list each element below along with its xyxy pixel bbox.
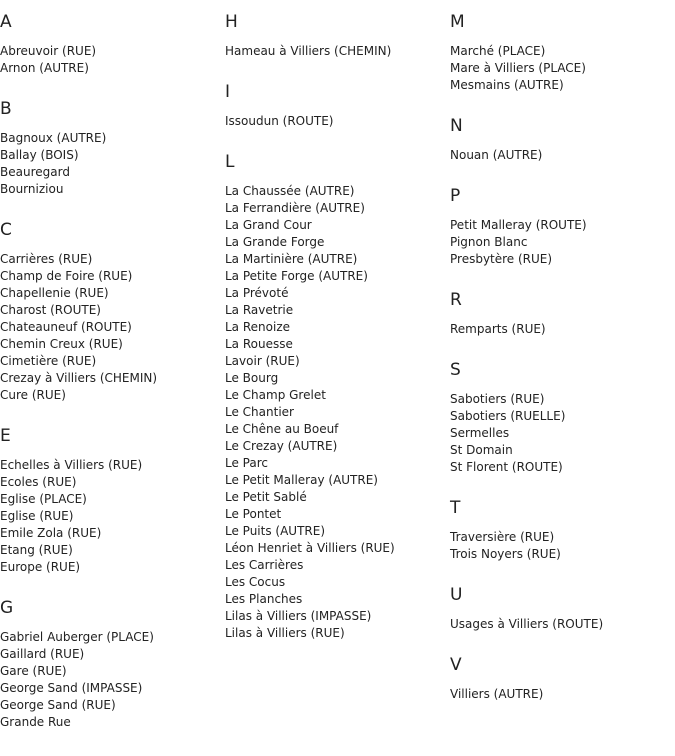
letter-section bbox=[450, 498, 670, 563]
street-entry: La Ferrandière (AUTRE) bbox=[225, 201, 365, 215]
street-entry: Remparts (RUE) bbox=[450, 322, 546, 336]
section-letter-heading: H bbox=[225, 12, 238, 32]
section-letter-heading: G bbox=[0, 598, 14, 618]
street-list bbox=[450, 217, 670, 268]
street-entry: Ecoles (RUE) bbox=[0, 475, 77, 489]
street-entry: Mare à Villiers (PLACE) bbox=[450, 61, 586, 75]
letter-section bbox=[450, 360, 670, 476]
letter-section bbox=[225, 82, 445, 130]
street-entry: Etang (RUE) bbox=[0, 543, 73, 557]
street-list bbox=[225, 43, 445, 60]
street-entry: La Chaussée (AUTRE) bbox=[225, 184, 355, 198]
street-list bbox=[225, 183, 445, 642]
street-entry: Nouan (AUTRE) bbox=[450, 148, 543, 162]
street-entry: Chemin Creux (RUE) bbox=[0, 337, 123, 351]
section-letter-heading: E bbox=[0, 426, 11, 446]
street-entry: La Grande Forge bbox=[225, 235, 325, 249]
street-list bbox=[0, 629, 220, 731]
section-letter-heading: T bbox=[450, 498, 461, 518]
street-entry: Le Champ Grelet bbox=[225, 388, 326, 402]
section-letter-heading: C bbox=[0, 220, 12, 240]
street-list bbox=[0, 130, 220, 198]
street-entry: Crezay à Villiers (CHEMIN) bbox=[0, 371, 158, 385]
street-entry: Champ de Foire (RUE) bbox=[0, 269, 133, 283]
street-entry: Les Planches bbox=[225, 592, 303, 606]
street-entry: Sabotiers (RUE) bbox=[450, 392, 545, 406]
street-entry: Le Chantier bbox=[225, 405, 294, 419]
street-list bbox=[225, 113, 445, 130]
letter-section bbox=[225, 12, 445, 60]
street-entry: La Martinière (AUTRE) bbox=[225, 252, 358, 266]
street-entry: Bagnoux (AUTRE) bbox=[0, 131, 107, 145]
street-list bbox=[450, 321, 670, 338]
street-entry: Issoudun (ROUTE) bbox=[225, 114, 334, 128]
street-entry: Arnon (AUTRE) bbox=[0, 61, 89, 75]
street-entry: Gaillard (RUE) bbox=[0, 647, 85, 661]
street-entry: Traversière (RUE) bbox=[450, 530, 555, 544]
street-entry: Trois Noyers (RUE) bbox=[450, 547, 561, 561]
street-entry: La Prévoté bbox=[225, 286, 289, 300]
street-entry: Ballay (BOIS) bbox=[0, 148, 79, 162]
street-entry: Le Crezay (AUTRE) bbox=[225, 439, 338, 453]
section-letter-heading: V bbox=[450, 655, 462, 675]
street-list bbox=[450, 147, 670, 164]
section-letter-heading: R bbox=[450, 290, 462, 310]
letter-section bbox=[450, 585, 670, 633]
street-entry: Villiers (AUTRE) bbox=[450, 687, 544, 701]
street-entry: Emile Zola (RUE) bbox=[0, 526, 102, 540]
street-entry: Carrières (RUE) bbox=[0, 252, 93, 266]
street-entry: Eglise (RUE) bbox=[0, 509, 74, 523]
street-entry: Sabotiers (RUELLE) bbox=[450, 409, 566, 423]
street-entry: La Ravetrie bbox=[225, 303, 294, 317]
street-entry: Petit Malleray (ROUTE) bbox=[450, 218, 587, 232]
section-letter-heading: S bbox=[450, 360, 461, 380]
letter-section bbox=[0, 12, 220, 77]
street-entry: La Rouesse bbox=[225, 337, 293, 351]
street-entry: George Sand (IMPASSE) bbox=[0, 681, 143, 695]
street-list bbox=[450, 529, 670, 563]
letter-section bbox=[450, 290, 670, 338]
letter-section bbox=[0, 220, 220, 404]
street-list bbox=[450, 616, 670, 633]
section-letter-heading: I bbox=[225, 82, 231, 102]
letter-section bbox=[450, 655, 670, 703]
street-entry: Hameau à Villiers (CHEMIN) bbox=[225, 44, 392, 58]
section-letter-heading: N bbox=[450, 116, 463, 136]
street-entry: La Petite Forge (AUTRE) bbox=[225, 269, 368, 283]
street-entry: Gare (RUE) bbox=[0, 664, 67, 678]
letter-section bbox=[0, 426, 220, 576]
street-entry: Le Pontet bbox=[225, 507, 282, 521]
street-entry: St Domain bbox=[450, 443, 513, 457]
street-entry: Charost (ROUTE) bbox=[0, 303, 101, 317]
letter-section bbox=[0, 598, 220, 731]
street-entry: Usages à Villiers (ROUTE) bbox=[450, 617, 604, 631]
street-list bbox=[450, 686, 670, 703]
street-entry: Chapellenie (RUE) bbox=[0, 286, 109, 300]
street-entry: Marché (PLACE) bbox=[450, 44, 546, 58]
street-entry: Les Cocus bbox=[225, 575, 286, 589]
section-letter-heading: B bbox=[0, 99, 12, 119]
street-list bbox=[0, 457, 220, 576]
letter-section bbox=[450, 116, 670, 164]
street-entry: Le Petit Malleray (AUTRE) bbox=[225, 473, 378, 487]
section-letter-heading: P bbox=[450, 186, 461, 206]
street-list bbox=[450, 43, 670, 94]
street-entry: Lilas à Villiers (RUE) bbox=[225, 626, 345, 640]
street-entry: Sermelles bbox=[450, 426, 510, 440]
street-entry: Le Puits (AUTRE) bbox=[225, 524, 326, 538]
index-column bbox=[0, 12, 220, 753]
letter-section bbox=[225, 152, 445, 642]
index-column bbox=[225, 12, 445, 664]
letter-section bbox=[450, 186, 670, 268]
street-entry: Presbytère (RUE) bbox=[450, 252, 553, 266]
street-list bbox=[0, 251, 220, 404]
street-entry: Eglise (PLACE) bbox=[0, 492, 87, 506]
street-list bbox=[450, 391, 670, 476]
letter-section bbox=[450, 12, 670, 94]
street-entry: Europe (RUE) bbox=[0, 560, 81, 574]
street-list bbox=[0, 43, 220, 77]
street-entry: Lilas à Villiers (IMPASSE) bbox=[225, 609, 372, 623]
section-letter-heading: A bbox=[0, 12, 12, 32]
street-entry: Abreuvoir (RUE) bbox=[0, 44, 97, 58]
street-entry: Les Carrières bbox=[225, 558, 304, 572]
street-entry: Chateauneuf (ROUTE) bbox=[0, 320, 132, 334]
street-entry: Le Petit Sablé bbox=[225, 490, 307, 504]
letter-section bbox=[0, 99, 220, 198]
street-entry: St Florent (ROUTE) bbox=[450, 460, 563, 474]
section-letter-heading: L bbox=[225, 152, 235, 172]
street-entry: Cimetière (RUE) bbox=[0, 354, 97, 368]
street-entry: Beauregard bbox=[0, 165, 70, 179]
street-entry: La Grand Cour bbox=[225, 218, 312, 232]
street-entry: George Sand (RUE) bbox=[0, 698, 116, 712]
street-entry: Le Chêne au Boeuf bbox=[225, 422, 339, 436]
section-letter-heading: M bbox=[450, 12, 465, 32]
index-column bbox=[450, 12, 670, 725]
street-entry: Le Bourg bbox=[225, 371, 279, 385]
street-entry: Léon Henriet à Villiers (RUE) bbox=[225, 541, 395, 555]
street-entry: Mesmains (AUTRE) bbox=[450, 78, 564, 92]
street-entry: Cure (RUE) bbox=[0, 388, 66, 402]
street-entry: Echelles à Villiers (RUE) bbox=[0, 458, 143, 472]
street-entry: Bourniziou bbox=[0, 182, 64, 196]
street-entry: Pignon Blanc bbox=[450, 235, 528, 249]
street-entry: La Renoize bbox=[225, 320, 290, 334]
street-entry: Gabriel Auberger (PLACE) bbox=[0, 630, 154, 644]
section-letter-heading: U bbox=[450, 585, 463, 605]
street-entry: Grande Rue bbox=[0, 715, 71, 729]
street-entry: Lavoir (RUE) bbox=[225, 354, 300, 368]
street-entry: Le Parc bbox=[225, 456, 268, 470]
